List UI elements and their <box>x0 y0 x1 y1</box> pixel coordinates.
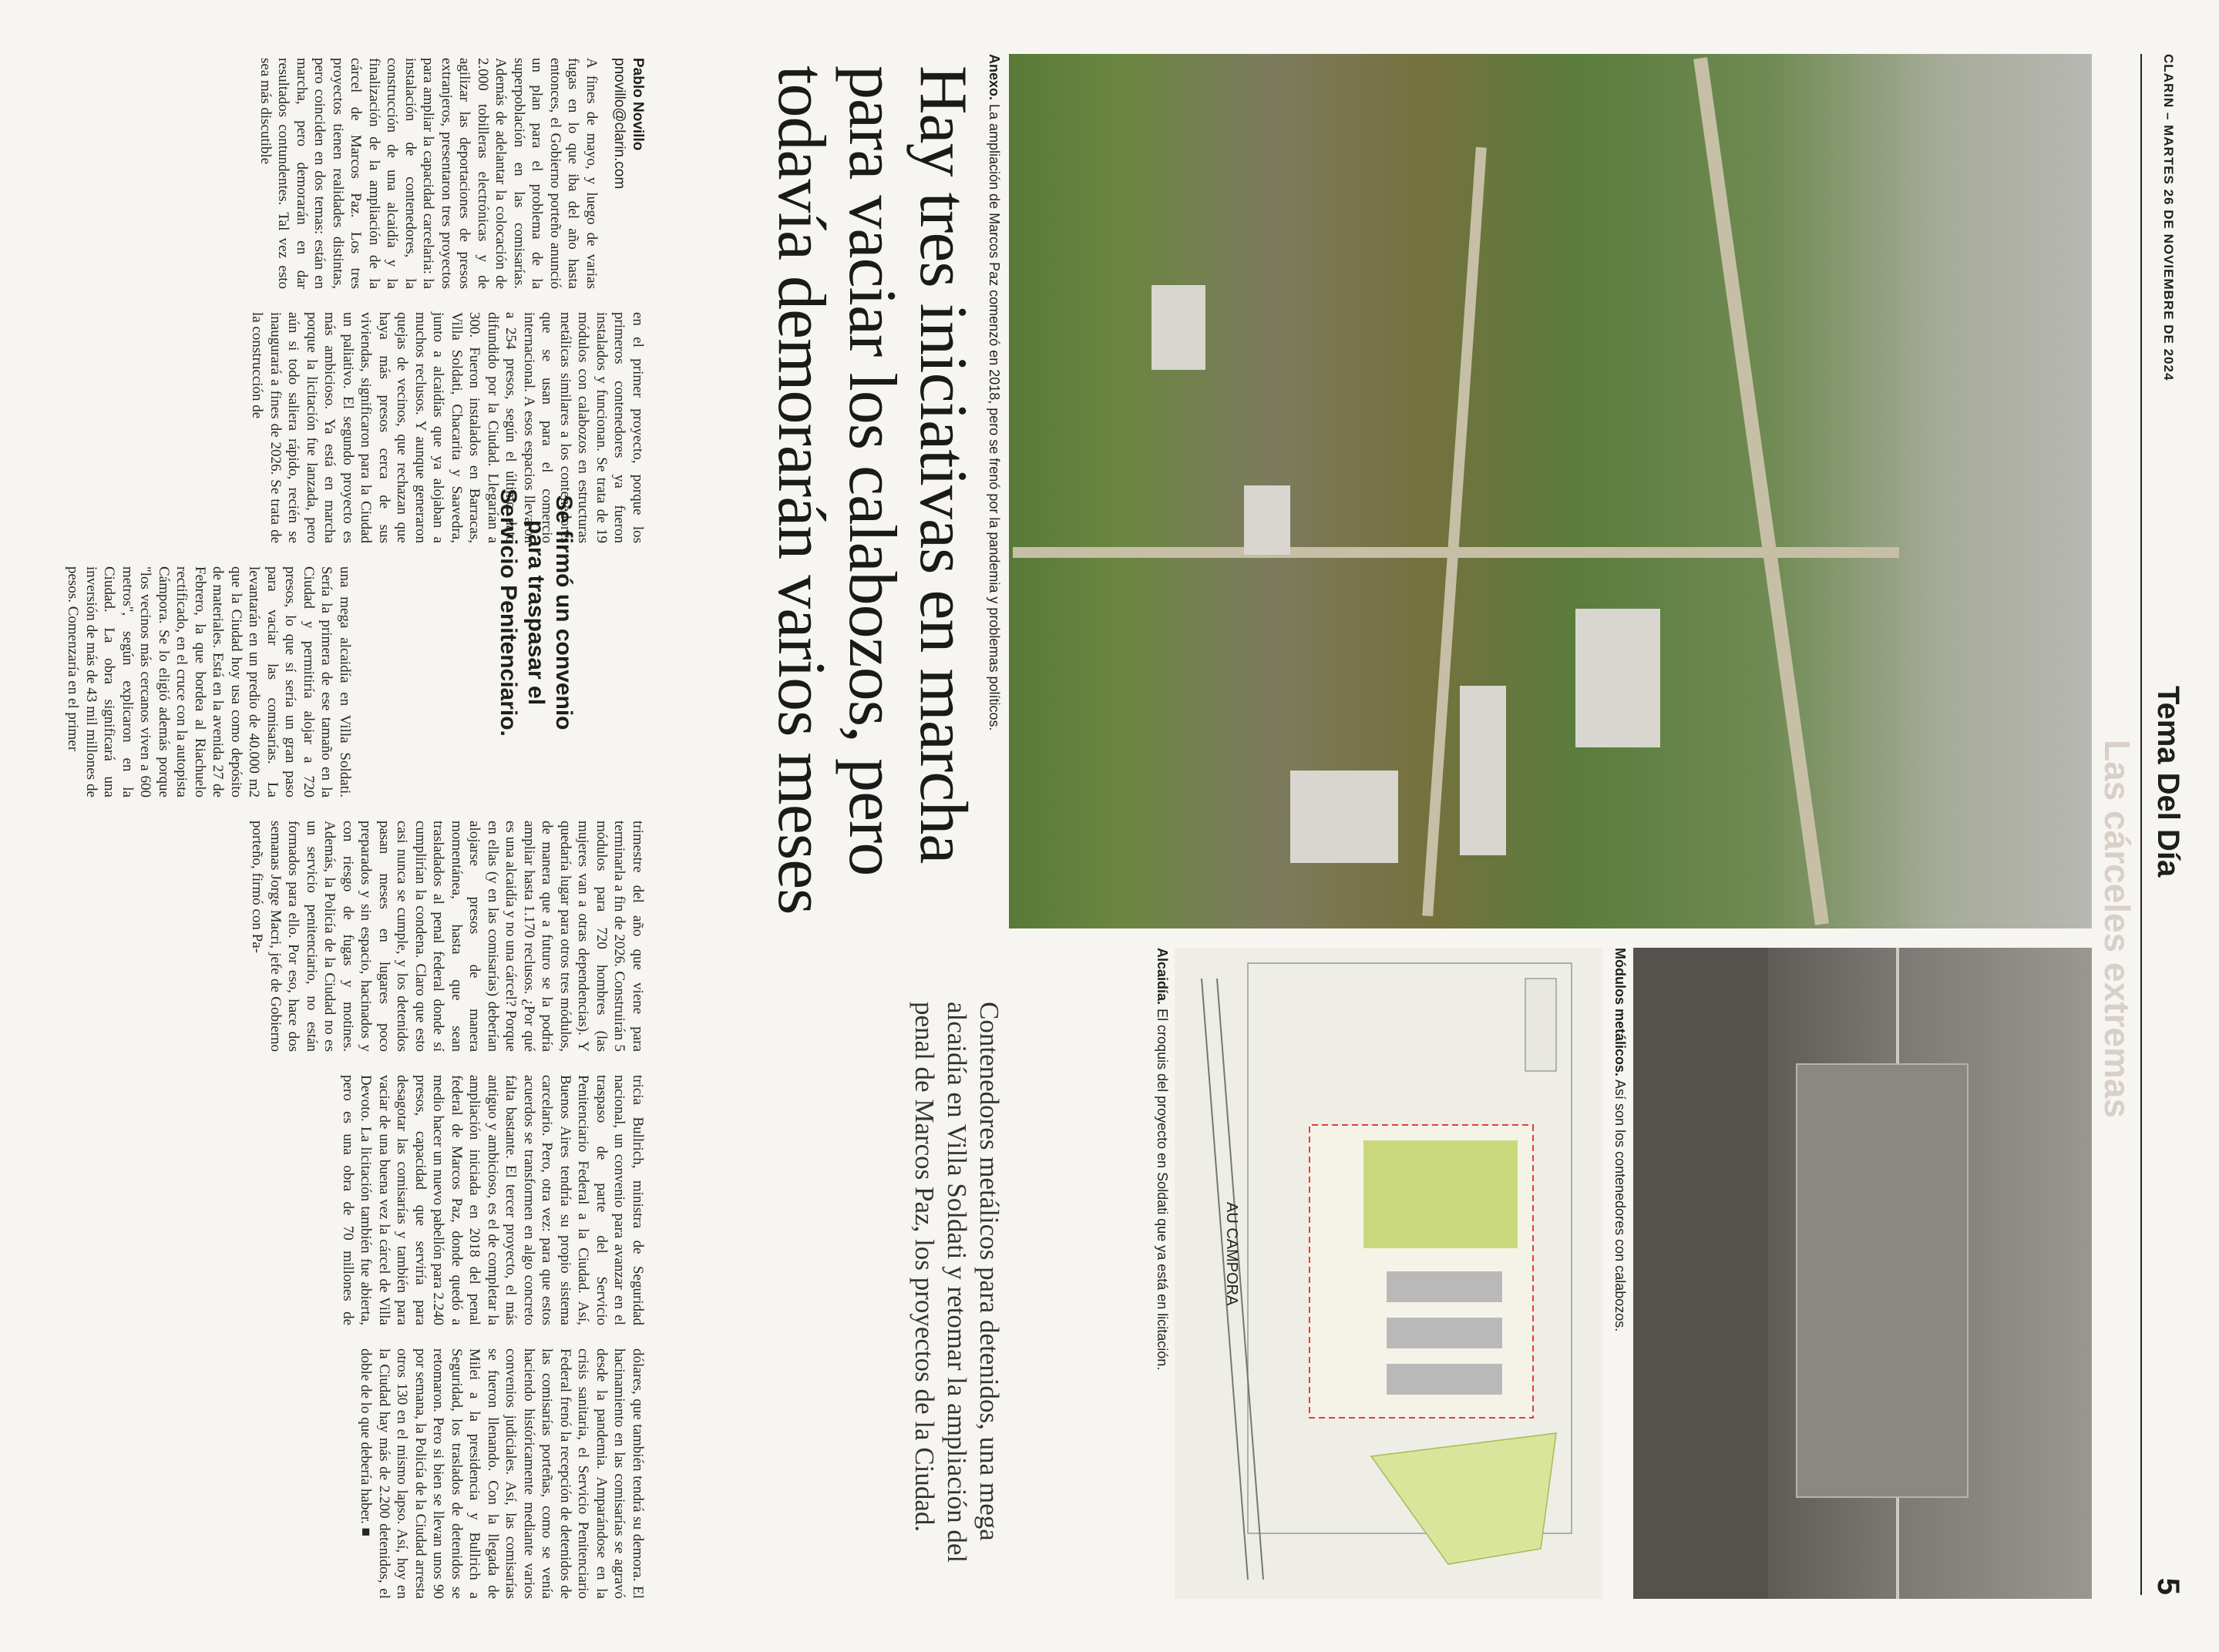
intertitle: Se firmó un convenio para traspasar el Servicio Penitenciario. <box>496 489 577 737</box>
caption-anexo: Anexo. La ampliación de Marcos Paz comenzó en 2018, pero se frenó por la pandemia y problemas políticos. <box>987 54 1002 731</box>
caption-modulos: Módulos metálicos. Así son los contenedores con calabozos. <box>1612 948 1628 1332</box>
article-subhead: Contenedores metálicos para detenidos, una mega alcaidía en Villa Soldati y retomar la ampliación del penal de Marcos Paz, los proyectos de la Ciudad. <box>909 1002 1004 1563</box>
page-number: 5 <box>2151 1577 2185 1595</box>
container-modules-photo <box>1633 948 2092 1599</box>
site-plan-sketch <box>1175 948 1602 1599</box>
article-column-1: A fines de mayo, y luego de varias fugas en lo que iba del año hasta entonces, el Gobierno porteño anunció un plan para el problema de la superpoblación en las comisarías. Además de adelantar la colocación de 2.000 tobilleras electrónicas y de agilizar las deportaciones de presos extranjeros, presentaron tres proyectos para ampliar la capacidad carcelaria: la instalación de contenedores, la construcción de una alcaidía y la finalización de la ampliación de la cárcel de Marcos Paz. Los tres proyectos tienen realidades distintas, pero coinciden en dos temas: están en marcha, pero demorarán en dar resultados contundentes. Tal vez esto sea más discutible <box>257 58 600 289</box>
byline <box>610 58 647 258</box>
author-name: Pablo Novillo <box>630 58 646 151</box>
article-column-2: en el primer proyecto, porque los primeros contenedores ya fueron instalados y funcionan. Se trata de 19 módulos con calabozos en estructuras metálicas similares a los contenedores que se usan para el comercio internacional. A esos espacios llevaron a 254 presos, según el último dato difundido por la Ciudad. Llegarían a 300. Fueron instalados en Barracas, Villa Soldati, Chacarita y Saavedra, junto a alcaidías que ya alojaban a muchos reclusos. Y aunque generaron quejas de vecinos, que rechazan que haya más presos cerca de sus viviendas, significaron para la Ciudad un paliativo. El segundo proyecto es más ambicioso. Ya está en marcha porque la licitación fue lanzada, pero aún si todo saliera rápido, recién se inaugurará a fines de 2026. Se trata de la construcción de <box>249 312 646 543</box>
caption-alcaidia: Alcaidía. El croquis del proyecto en Soldati que ya está en licitación. <box>1155 948 1170 1371</box>
article-headline: Hay tres iniciativas en marcha para vaciar los calabozos, pero todavía demorarán varios meses <box>764 65 980 915</box>
publication-line: CLARIN – MARTES 26 DE NOVIEMBRE DE 2024 <box>2161 54 2176 381</box>
plan-road-label: AU CAMPORA <box>1223 1202 1240 1306</box>
page-header <box>2140 54 2188 1595</box>
article-column-4: trimestre del año que viene para terminarla a fin de 2026. Construirán 5 módulos para 720 hombres (las mujeres van a otras dependencias). Y quedaría lugar para otros tres módulos, de manera que a futuro se la podría ampliar hasta 1.170 reclusos. ¿Por qué es una alcaidía y no una cárcel? Porque en ellas (y en las comisarías) deberían alojarse presos de manera momentánea, hasta que sean trasladados al penal federal donde sí cumplirían la condena. Claro que esto casi nunca se cumple, y los detenidos pasan meses en lugares poco preparados y sin espacio, hacinados y con riesgo de fugas y motines. Además, la Policía de la Ciudad no es un servicio penitenciario, no están formados para ello. Por eso, hace dos semanas Jorge Macri, jefe de Gobierno porteño, firmó con Pa- <box>249 821 646 1052</box>
bleed-through-text: Las cárceles extremas <box>2097 740 2137 1119</box>
article-column-3: una mega alcaidía en Villa Soldati. Sería la primera de ese tamaño en la Ciudad y permitiría alojar a 720 presos, lo que sí sería un gran paso para vaciar las comisarías. La levantarán en un predio de 40.000 m2 que la Ciudad hoy usa como depósito de materiales. Está en la avenida 27 de Febrero, la que bordea al Riachuelo rectificado, en el cruce con la autopista Cámpora. Se lo eligió además porque "los vecinos más cercanos viven a 600 metros", según explicaron en la Ciudad. La obra significará una inversión de más de 43 mil millones de pesos. Comenzaría en el primer <box>65 566 353 797</box>
article-column-5: tricia Bullrich, ministra de Seguridad nacional, un convenio para avanzar en el traspaso de parte del Servicio Penitenciario Federal a la Ciudad. Así, Buenos Aires tendría su propio sistema carcelario. Pero, otra vez: para que estos acuerdos se transformen en algo concreto falta bastante. El tercer proyecto, el más antiguo y ambicioso, es el de completar la ampliación iniciada en 2018 del penal federal de Marcos Paz, donde quedó a medio hacer un nuevo pabellón para 2.240 presos, capacidad que serviría para desagotar las comisarías y también para vaciar de una buena vez la cárcel de Villa Devoto. La licitación también fue abierta, pero es una obra de 70 millones de dólares, que también tendrá su demora. El hacinamiento en las comisarías se agravó desde la pandemia. Amparándose en la crisis sanitaria, el Servicio Penitenciario Federal frenó la recepción de detenidos de las comisarías porteñas, como se venía haciendo históricamente mediante varios convenios judiciales. Así, las comisarías se fueron llenando. Con la llegada de Milei a la presidencia y Bullrich a Seguridad, los traslados de detenidos se retomaron. Pero si bien se llevan unos 90 por semana, la Policía de la Ciudad arresta otros 130 en el mismo lapso. Así, hoy en la Ciudad hay más de 2.200 detenidos, el doble de lo que debería haber. ■ <box>340 1075 646 1599</box>
aerial-photo-marcos-paz <box>1009 54 2092 928</box>
section-title: Tema Del Día <box>2151 686 2185 878</box>
author-email: pnovillo@clarin.com <box>611 58 627 190</box>
